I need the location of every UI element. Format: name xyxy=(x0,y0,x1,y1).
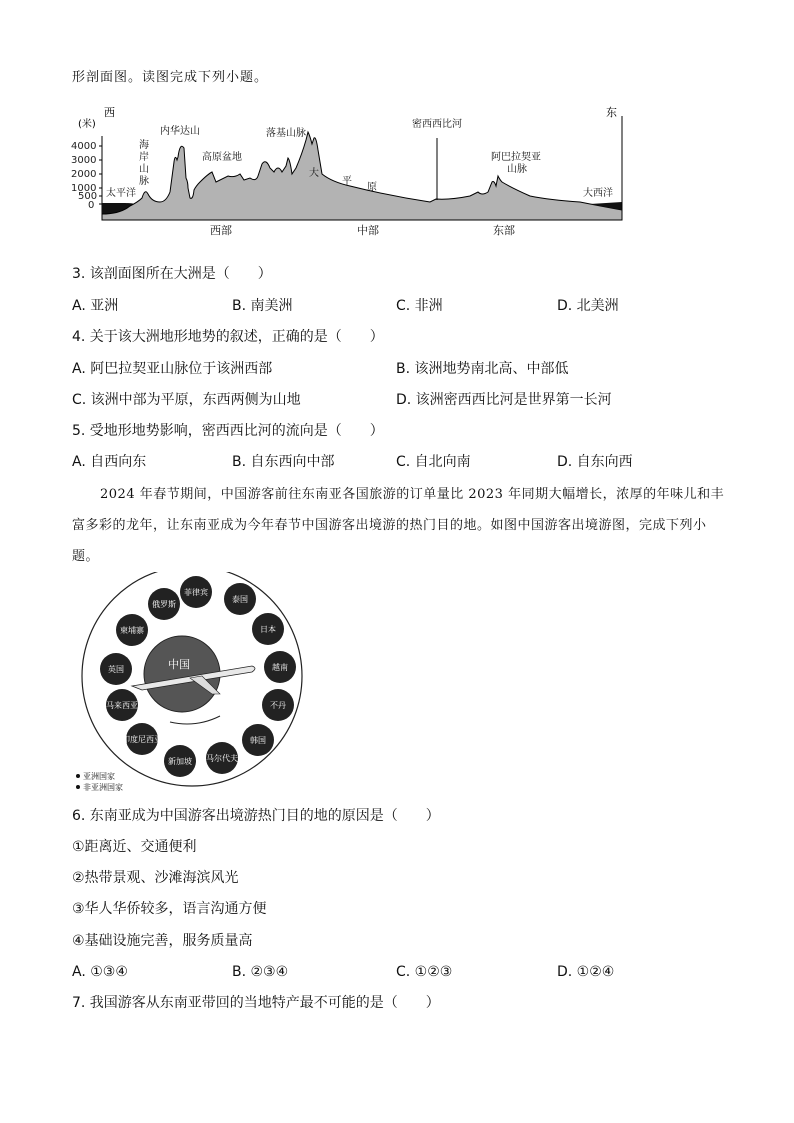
node-singapore xyxy=(164,745,196,777)
outbound-travel-diagram xyxy=(72,572,322,792)
diagram-legend xyxy=(76,771,123,792)
intro-text: 形剖面图。读图完成下列小题。 xyxy=(72,70,269,85)
y-axis-ticks xyxy=(71,141,97,211)
q5-stem: 5. 受地形地势影响，密西西比河的流向是（ ） xyxy=(72,423,384,439)
node-indonesia xyxy=(122,723,162,755)
q6-statement-1: ①距离近、交通便利 xyxy=(72,839,197,855)
center-label: 中国 xyxy=(168,658,190,671)
q6-option-d[interactable]: D. ①②④ xyxy=(557,964,615,980)
svg-text:泰国: 泰国 xyxy=(232,595,248,604)
q6-statement-3: ③华人华侨较多，语言沟通方便 xyxy=(72,901,267,917)
svg-text:菲律宾: 菲律宾 xyxy=(184,588,208,597)
svg-text:1000: 1000 xyxy=(71,183,97,194)
node-russia xyxy=(148,588,180,620)
label-appalachian-2: 山脉 xyxy=(507,164,527,175)
q6-statement-4: ④基础设施完善，服务质量高 xyxy=(72,933,253,949)
label-great-basin: 高原盆地 xyxy=(202,152,242,163)
label-pacific: 太平洋 xyxy=(106,188,136,199)
coast-range-label xyxy=(139,138,149,187)
label-rocky: 落基山脉 xyxy=(266,128,306,139)
q5-option-b[interactable]: B. 自东西向中部 xyxy=(232,454,335,470)
label-mississippi: 密西西比河 xyxy=(412,119,462,130)
label-plain-2: 平 xyxy=(342,176,352,187)
label-atlantic: 大西洋 xyxy=(583,188,613,199)
label-sierra-nevada: 内华达山 xyxy=(160,126,200,137)
q6-statement-2: ②热带景观、沙滩海滨风光 xyxy=(72,870,239,886)
q4-option-a[interactable]: A. 阿巴拉契亚山脉位于该洲西部 xyxy=(72,361,273,377)
q7-stem: 7. 我国游客从东南亚带回的当地特产最不可能的是（ ） xyxy=(72,995,440,1011)
q6-stem: 6. 东南亚成为中国游客出境游热门目的地的原因是（ ） xyxy=(72,808,440,824)
region-central: 中部 xyxy=(357,224,379,237)
q3-option-a[interactable]: A. 亚洲 xyxy=(72,298,119,314)
svg-text:韩国: 韩国 xyxy=(250,736,266,745)
svg-text:2000: 2000 xyxy=(71,169,97,180)
region-east: 东部 xyxy=(493,224,515,237)
svg-text:印度尼西亚: 印度尼西亚 xyxy=(122,735,162,744)
q3-option-d[interactable]: D. 北美洲 xyxy=(557,298,619,314)
q5-option-c[interactable]: C. 自北向南 xyxy=(396,454,471,470)
q3-option-b[interactable]: B. 南美洲 xyxy=(232,298,293,314)
svg-text:日本: 日本 xyxy=(260,625,276,634)
label-plain-3: 原 xyxy=(367,182,377,193)
svg-text:脉: 脉 xyxy=(139,176,149,187)
node-bhutan xyxy=(262,689,294,721)
label-appalachian-1: 阿巴拉契亚 xyxy=(491,152,541,163)
y-axis-unit: (米) xyxy=(78,119,96,130)
terrain-area xyxy=(102,132,622,220)
q5-option-a[interactable]: A. 自西向东 xyxy=(72,454,147,470)
svg-text:3000: 3000 xyxy=(71,155,97,166)
q5-option-d[interactable]: D. 自东向西 xyxy=(557,454,633,470)
terrain-profile-figure xyxy=(70,102,630,242)
node-uk xyxy=(100,653,132,685)
label-plain-1: 大 xyxy=(309,168,319,179)
svg-text:亚洲国家: 亚洲国家 xyxy=(83,772,115,781)
west-label: 西 xyxy=(104,106,115,119)
region-west: 西部 xyxy=(210,224,232,237)
q6-option-a[interactable]: A. ①③④ xyxy=(72,964,128,980)
svg-text:0: 0 xyxy=(88,200,95,211)
q3-option-c[interactable]: C. 非洲 xyxy=(396,298,443,314)
q4-option-c[interactable]: C. 该洲中部为平原，东西两侧为山地 xyxy=(72,392,301,408)
node-cambodia xyxy=(116,614,148,646)
node-vietnam xyxy=(264,651,296,683)
node-philippines xyxy=(180,576,212,608)
q4-stem: 4. 关于该大洲地形地势的叙述，正确的是（ ） xyxy=(72,329,384,345)
node-japan xyxy=(252,613,284,645)
svg-text:山: 山 xyxy=(139,164,149,175)
svg-text:俄罗斯: 俄罗斯 xyxy=(152,600,176,609)
q4-option-d[interactable]: D. 该洲密西西比河是世界第一长河 xyxy=(396,392,612,408)
svg-text:柬埔寨: 柬埔寨 xyxy=(120,626,144,635)
east-label: 东 xyxy=(606,106,617,119)
q6-option-c[interactable]: C. ①②③ xyxy=(396,964,453,980)
svg-text:越南: 越南 xyxy=(272,663,288,672)
svg-text:非亚洲国家: 非亚洲国家 xyxy=(83,783,123,792)
svg-text:4000: 4000 xyxy=(71,141,97,152)
svg-text:海: 海 xyxy=(139,140,149,151)
node-maldives xyxy=(206,742,238,774)
svg-text:岸: 岸 xyxy=(139,152,149,163)
svg-text:英国: 英国 xyxy=(108,665,124,674)
q6-option-b[interactable]: B. ②③④ xyxy=(232,964,289,980)
svg-text:500: 500 xyxy=(78,191,98,202)
passage-text: 2024 年春节期间，中国游客前往东南亚各国旅游的订单量比 2023 年同期大幅增长，浓厚的年味儿和丰富多彩的龙年，让东南亚成为今年春节中国游客出境游的热门目的地。如图中国游客出境游图，完成下列小题。 xyxy=(72,487,725,564)
q3-stem: 3. 该剖面图所在大洲是（ ） xyxy=(72,266,272,282)
svg-text:马尔代夫: 马尔代夫 xyxy=(206,754,238,763)
q4-option-b[interactable]: B. 该洲地势南北高、中部低 xyxy=(396,361,569,377)
svg-text:不丹: 不丹 xyxy=(270,701,286,710)
svg-text:新加坡: 新加坡 xyxy=(168,757,192,766)
node-thailand xyxy=(224,583,256,615)
node-malaysia xyxy=(106,689,138,721)
node-korea xyxy=(242,724,274,756)
svg-text:马来西亚: 马来西亚 xyxy=(106,701,138,710)
